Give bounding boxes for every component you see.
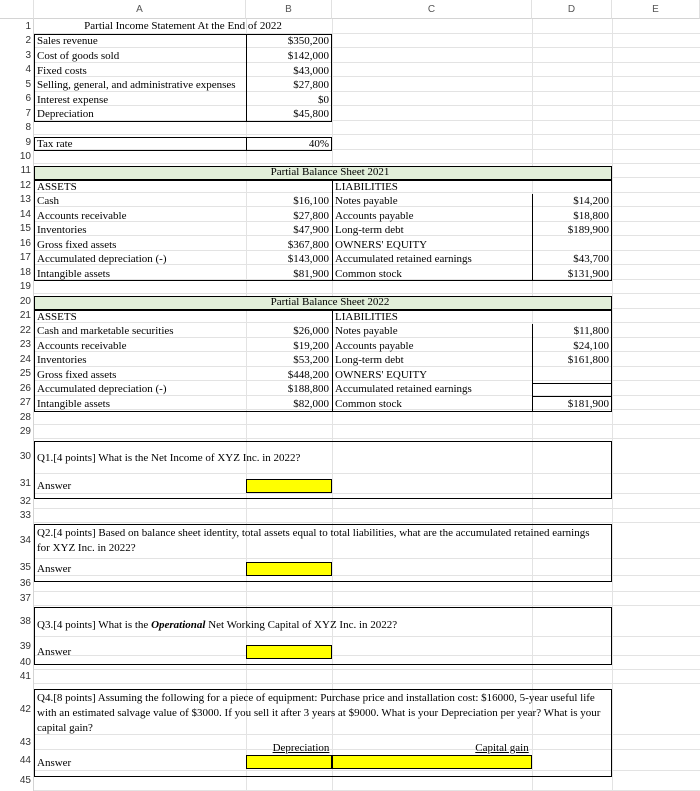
bs2022-liab-label: Accumulated retained earnings bbox=[335, 383, 472, 395]
bs2021-asset-label: Accumulated depreciation (-) bbox=[37, 253, 167, 265]
row-gridline bbox=[34, 522, 700, 523]
bs2021-liab-value: $189,900 bbox=[567, 224, 609, 236]
capital-gain-header: Capital gain bbox=[475, 742, 529, 754]
bs2021-title: Partial Balance Sheet 2021 bbox=[270, 166, 390, 178]
bs2022-asset-label: Accumulated depreciation (-) bbox=[37, 383, 167, 395]
depreciation-header: Depreciation bbox=[272, 742, 330, 754]
row-header[interactable]: 22 bbox=[19, 325, 31, 336]
q3-text-emphasis: Operational bbox=[151, 619, 206, 631]
row-header[interactable]: 23 bbox=[19, 339, 31, 350]
row-header[interactable]: 18 bbox=[19, 267, 31, 278]
row-header[interactable]: 10 bbox=[19, 151, 31, 162]
row-header[interactable]: 29 bbox=[19, 426, 31, 437]
bs2021-liab-label: Common stock bbox=[335, 268, 402, 280]
q4-depreciation-answer-cell[interactable] bbox=[246, 755, 332, 769]
row-header[interactable]: 17 bbox=[19, 252, 31, 263]
bs2022-asset-label: Inventories bbox=[37, 354, 87, 366]
row-gridline bbox=[34, 293, 700, 294]
bs2022-asset-value: $448,200 bbox=[287, 369, 329, 381]
row-header[interactable]: 42 bbox=[19, 704, 31, 715]
bs2022-liab-label: Common stock bbox=[335, 398, 402, 410]
bs2021-liab-label: Long-term debt bbox=[335, 224, 404, 236]
bs2021-asset-value: $47,900 bbox=[293, 224, 329, 236]
income-label-cogs: Cost of goods sold bbox=[37, 50, 120, 62]
row-header[interactable]: 28 bbox=[19, 412, 31, 423]
bs2021-liab-value: $18,800 bbox=[573, 210, 609, 222]
q1-answer-label: Answer bbox=[37, 480, 72, 492]
row-header[interactable]: 4 bbox=[25, 64, 31, 75]
bs2021-asset-value: $27,800 bbox=[293, 210, 329, 222]
q3-text-pre: Q3.[4 points] What is the bbox=[37, 619, 152, 631]
bs2021-asset-value: $81,900 bbox=[293, 268, 329, 280]
row-header[interactable]: 9 bbox=[25, 137, 31, 148]
bs2021-liab-value: $131,900 bbox=[567, 268, 609, 280]
row-header[interactable]: 14 bbox=[19, 209, 31, 220]
bs2021-asset-label: Gross fixed assets bbox=[37, 239, 117, 251]
column-header-c[interactable]: C bbox=[332, 0, 532, 19]
row-header[interactable]: 31 bbox=[19, 478, 31, 489]
income-label-sales: Sales revenue bbox=[37, 35, 98, 47]
bs2022-liab-label: Accounts payable bbox=[335, 340, 414, 352]
bs2021-liab-label: Accounts payable bbox=[335, 210, 414, 222]
row-header[interactable]: 30 bbox=[19, 451, 31, 462]
bs2022-liab-label: Long-term debt bbox=[335, 354, 404, 366]
bs2022-asset-label: Cash and marketable securities bbox=[37, 325, 174, 337]
income-label-depreciation: Depreciation bbox=[37, 108, 94, 120]
row-header[interactable]: 6 bbox=[25, 93, 31, 104]
q2-text: Q2.[4 points] Based on balance sheet identity, total assets equal to total liabilities, what are the accumulated retained earnings for XYZ Inc. in 2022? bbox=[37, 527, 590, 554]
bs2021-liab-label: Notes payable bbox=[335, 195, 398, 207]
q3-answer-label: Answer bbox=[37, 646, 72, 658]
row-gridline bbox=[34, 591, 700, 592]
bs2022-asset-label: Accounts receivable bbox=[37, 340, 127, 352]
row-header[interactable]: 40 bbox=[19, 657, 31, 668]
q4-answer-label: Answer bbox=[37, 757, 72, 769]
row-header[interactable]: 26 bbox=[19, 383, 31, 394]
row-header[interactable]: 41 bbox=[19, 671, 31, 682]
tax-label: Tax rate bbox=[37, 138, 73, 150]
row-header[interactable]: 16 bbox=[19, 238, 31, 249]
bs2022-liab-label: OWNERS' EQUITY bbox=[335, 369, 428, 381]
bs2021-liab-header: LIABILITIES bbox=[335, 181, 398, 193]
row-header[interactable]: 8 bbox=[25, 122, 31, 133]
row-gridline bbox=[34, 438, 700, 439]
bs2021-asset-label: Inventories bbox=[37, 224, 87, 236]
row-header[interactable]: 11 bbox=[20, 165, 31, 176]
row-header[interactable]: 44 bbox=[19, 755, 31, 766]
tax-value: 40% bbox=[308, 138, 329, 150]
row-header[interactable]: 3 bbox=[25, 50, 31, 61]
bs2021-liab-value: $14,200 bbox=[573, 195, 609, 207]
bs2021-liab-label: OWNERS' EQUITY bbox=[335, 239, 428, 251]
column-header-d[interactable]: D bbox=[532, 0, 612, 19]
q3-text bbox=[37, 619, 597, 632]
q1-text: Q1.[4 points] What is the Net Income of XYZ Inc. in 2022? bbox=[37, 452, 301, 464]
bs2022-assets-header: ASSETS bbox=[37, 311, 77, 323]
column-header-a[interactable]: A bbox=[34, 0, 246, 19]
bs2022-asset-value: $26,000 bbox=[293, 325, 329, 337]
bs2022-asset-value: $188,800 bbox=[287, 383, 329, 395]
column-header-e[interactable]: E bbox=[612, 0, 700, 19]
bs2021-asset-label: Accounts receivable bbox=[37, 210, 127, 222]
bs2022-asset-label: Gross fixed assets bbox=[37, 369, 117, 381]
bs2022-liab-value: $24,100 bbox=[573, 340, 609, 352]
row-header[interactable]: 25 bbox=[19, 368, 31, 379]
row-gridline bbox=[34, 669, 700, 670]
row-gridline bbox=[34, 605, 700, 606]
q3-answer-cell[interactable] bbox=[246, 645, 332, 659]
row-gridline bbox=[34, 134, 700, 135]
bs2021-asset-value: $16,100 bbox=[293, 195, 329, 207]
corner-cell[interactable] bbox=[0, 0, 34, 19]
bs2021-asset-value: $367,800 bbox=[287, 239, 329, 251]
row-gridline bbox=[34, 424, 700, 425]
row-header[interactable]: 43 bbox=[19, 737, 31, 748]
row-gridline bbox=[34, 683, 700, 684]
bs2022-liab-value: $161,800 bbox=[567, 354, 609, 366]
bs2021-liab-label: Accumulated retained earnings bbox=[335, 253, 472, 265]
bs2022-asset-value: $53,200 bbox=[293, 354, 329, 366]
bs2021-liab-value: $43,700 bbox=[573, 253, 609, 265]
row-header[interactable]: 12 bbox=[19, 180, 31, 191]
row-header[interactable]: 1 bbox=[25, 21, 31, 32]
income-value-sga: $27,800 bbox=[293, 79, 329, 91]
bs2022-title: Partial Balance Sheet 2022 bbox=[270, 296, 390, 308]
row-header[interactable]: 5 bbox=[25, 79, 31, 90]
row-header[interactable]: 13 bbox=[19, 194, 31, 205]
q1-answer-cell[interactable] bbox=[246, 479, 332, 493]
income-value-cogs: $142,000 bbox=[287, 50, 329, 62]
row-header[interactable]: 20 bbox=[19, 296, 31, 307]
q4-text: Q4.[8 points] Assuming the following for a piece of equipment: Purchase price and installation cost: $16000, 5-year useful life with an estimated salvage value of $3000. If you sell it after 3 years at $9000. What is your Depreciation per year? What is your capital gain? bbox=[37, 692, 601, 734]
bs2022-asset-value: $82,000 bbox=[293, 398, 329, 410]
row-header[interactable]: 7 bbox=[25, 108, 31, 119]
row-header[interactable]: 34 bbox=[19, 535, 31, 546]
row-header[interactable]: 38 bbox=[19, 616, 31, 627]
income-label-fixed: Fixed costs bbox=[37, 65, 87, 77]
bs2022-asset-label: Intangible assets bbox=[37, 398, 111, 410]
row-gridline bbox=[34, 163, 700, 164]
bs2021-asset-label: Cash bbox=[37, 195, 59, 207]
income-value-interest: $0 bbox=[318, 94, 329, 106]
q3-text-post: Net Working Capital of XYZ Inc. in 2022? bbox=[205, 619, 398, 631]
row-header[interactable]: 45 bbox=[19, 775, 31, 786]
income-label-sga: Selling, general, and administrative expenses bbox=[37, 79, 236, 91]
q2-answer-cell[interactable] bbox=[246, 562, 332, 576]
row-header[interactable]: 35 bbox=[19, 562, 31, 573]
row-header[interactable]: 21 bbox=[19, 310, 31, 321]
row-header[interactable]: 37 bbox=[19, 593, 31, 604]
bs2021-assets-header: ASSETS bbox=[37, 181, 77, 193]
income-title: Partial Income Statement At the End of 2022 bbox=[84, 20, 282, 32]
row-header[interactable]: 19 bbox=[19, 281, 31, 292]
income-value-sales: $350,200 bbox=[287, 35, 329, 47]
bs2022-liab-value: $181,900 bbox=[567, 398, 609, 410]
income-value-fixed: $43,000 bbox=[293, 65, 329, 77]
bs2022-asset-value: $19,200 bbox=[293, 340, 329, 352]
row-gridline bbox=[34, 508, 700, 509]
bs2021-asset-label: Intangible assets bbox=[37, 268, 111, 280]
row-header[interactable]: 27 bbox=[19, 397, 31, 408]
retained-earnings-2022-cell[interactable] bbox=[532, 383, 612, 397]
q2-answer-label: Answer bbox=[37, 563, 72, 575]
row-header[interactable]: 2 bbox=[25, 35, 31, 46]
row-header[interactable]: 36 bbox=[19, 578, 31, 589]
q4-capital-gain-answer-cell[interactable] bbox=[332, 755, 532, 769]
bs2022-liab-label: Notes payable bbox=[335, 325, 398, 337]
income-label-interest: Interest expense bbox=[37, 94, 109, 106]
bs2022-liab-header: LIABILITIES bbox=[335, 311, 398, 323]
row-header[interactable]: 39 bbox=[19, 641, 31, 652]
row-header[interactable]: 32 bbox=[19, 496, 31, 507]
row-header[interactable]: 24 bbox=[19, 354, 31, 365]
row-header[interactable]: 15 bbox=[19, 223, 31, 234]
column-header-b[interactable]: B bbox=[246, 0, 332, 19]
row-header[interactable]: 33 bbox=[19, 510, 31, 521]
bs2022-liab-value: $11,800 bbox=[573, 325, 609, 337]
bs2021-asset-value: $143,000 bbox=[287, 253, 329, 265]
income-value-depreciation: $45,800 bbox=[293, 108, 329, 120]
